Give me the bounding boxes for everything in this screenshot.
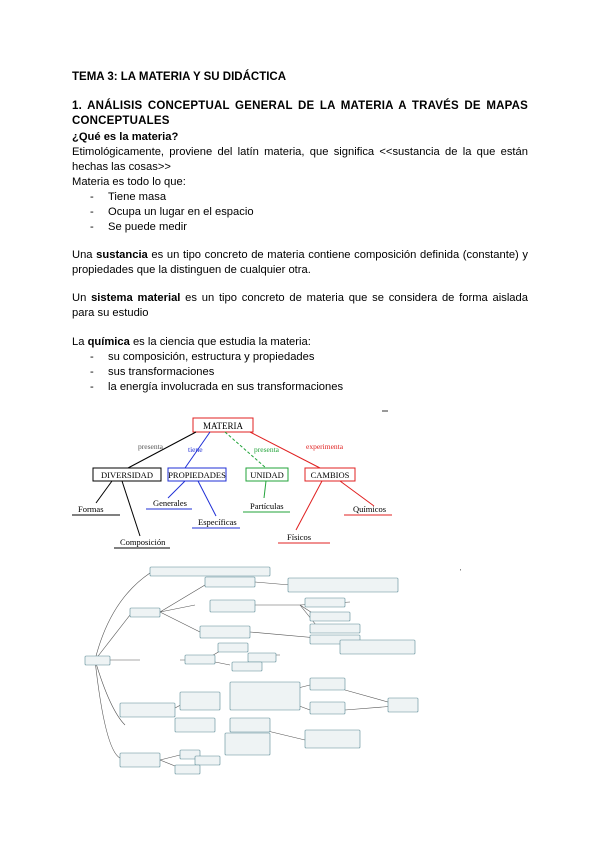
node-propiedades: PROPIEDADES xyxy=(168,470,226,480)
node-generales: Generales xyxy=(153,498,187,508)
cm-mark: ' xyxy=(460,569,462,576)
quimica-term: química xyxy=(87,336,130,348)
node-unidad: UNIDAD xyxy=(250,470,284,480)
edge-especificas xyxy=(198,481,216,516)
question-heading: ¿Qué es la materia? xyxy=(72,131,179,143)
node-composicion: Composición xyxy=(120,537,166,547)
sistema-term: sistema material xyxy=(91,292,181,304)
quimica-list xyxy=(72,350,528,395)
node-especificas: Específicas xyxy=(198,517,237,527)
concept-map-detailed xyxy=(0,560,600,780)
edge-formas xyxy=(96,481,112,503)
node-diversidad: DIVERSIDAD xyxy=(101,470,153,480)
sustancia-paragraph: Una sustancia es un tipo concreto de materia contiene composición definida (constante) y propiedades que la distinguen de cualquier otra. xyxy=(72,249,528,276)
list-item: - sus transformaciones xyxy=(72,365,528,380)
materia-intro: Materia es todo lo que: xyxy=(72,176,186,188)
node-materia: MATERIA xyxy=(203,421,243,431)
edge-composicion xyxy=(122,481,140,536)
node-particulas: Partículas xyxy=(250,501,284,511)
list-item: - la energía involucrada en sus transformaciones xyxy=(72,380,528,395)
list-item: - Se puede medir xyxy=(72,220,528,235)
node-cambios: CAMBIOS xyxy=(310,470,350,480)
node-formas: Formas xyxy=(78,504,104,514)
label-experimenta: experimenta xyxy=(306,442,344,451)
sustancia-term: sustancia xyxy=(96,249,148,261)
edge-fisicos xyxy=(296,481,322,530)
page-title: TEMA 3: LA MATERIA Y SU DIDÁCTICA xyxy=(72,71,287,83)
label-presenta-green: presenta xyxy=(254,445,279,454)
concept-map-materia xyxy=(0,400,600,560)
list-item: - Ocupa un lugar en el espacio xyxy=(72,205,528,220)
quimica-paragraph: La química es la ciencia que estudia la materia: xyxy=(72,336,311,348)
cm-nodes xyxy=(85,567,418,774)
etymology-paragraph: Etimológicamente, proviene del latín materia, que significa <<sustancia de la que están hechas las cosas>> xyxy=(72,146,528,173)
list-item: - su composición, estructura y propiedades xyxy=(72,350,528,365)
edge-quimicos xyxy=(340,481,374,506)
section-heading: 1. ANÁLISIS CONCEPTUAL GENERAL DE LA MATERIA A TRAVÉS DE MAPAS CONCEPTUALES xyxy=(72,100,528,127)
edge-generales xyxy=(168,481,185,498)
materia-list xyxy=(72,190,528,235)
node-fisicos: Físicos xyxy=(287,532,312,542)
label-presenta: presenta xyxy=(138,442,163,451)
label-tiene: tiene xyxy=(188,445,203,454)
list-item: - Tiene masa xyxy=(72,190,528,205)
edge-particulas xyxy=(264,481,266,498)
sistema-paragraph: Un sistema material es un tipo concreto de materia que se considera de forma aislada para su estudio xyxy=(72,292,528,319)
node-quimicos: Químicos xyxy=(353,504,387,514)
